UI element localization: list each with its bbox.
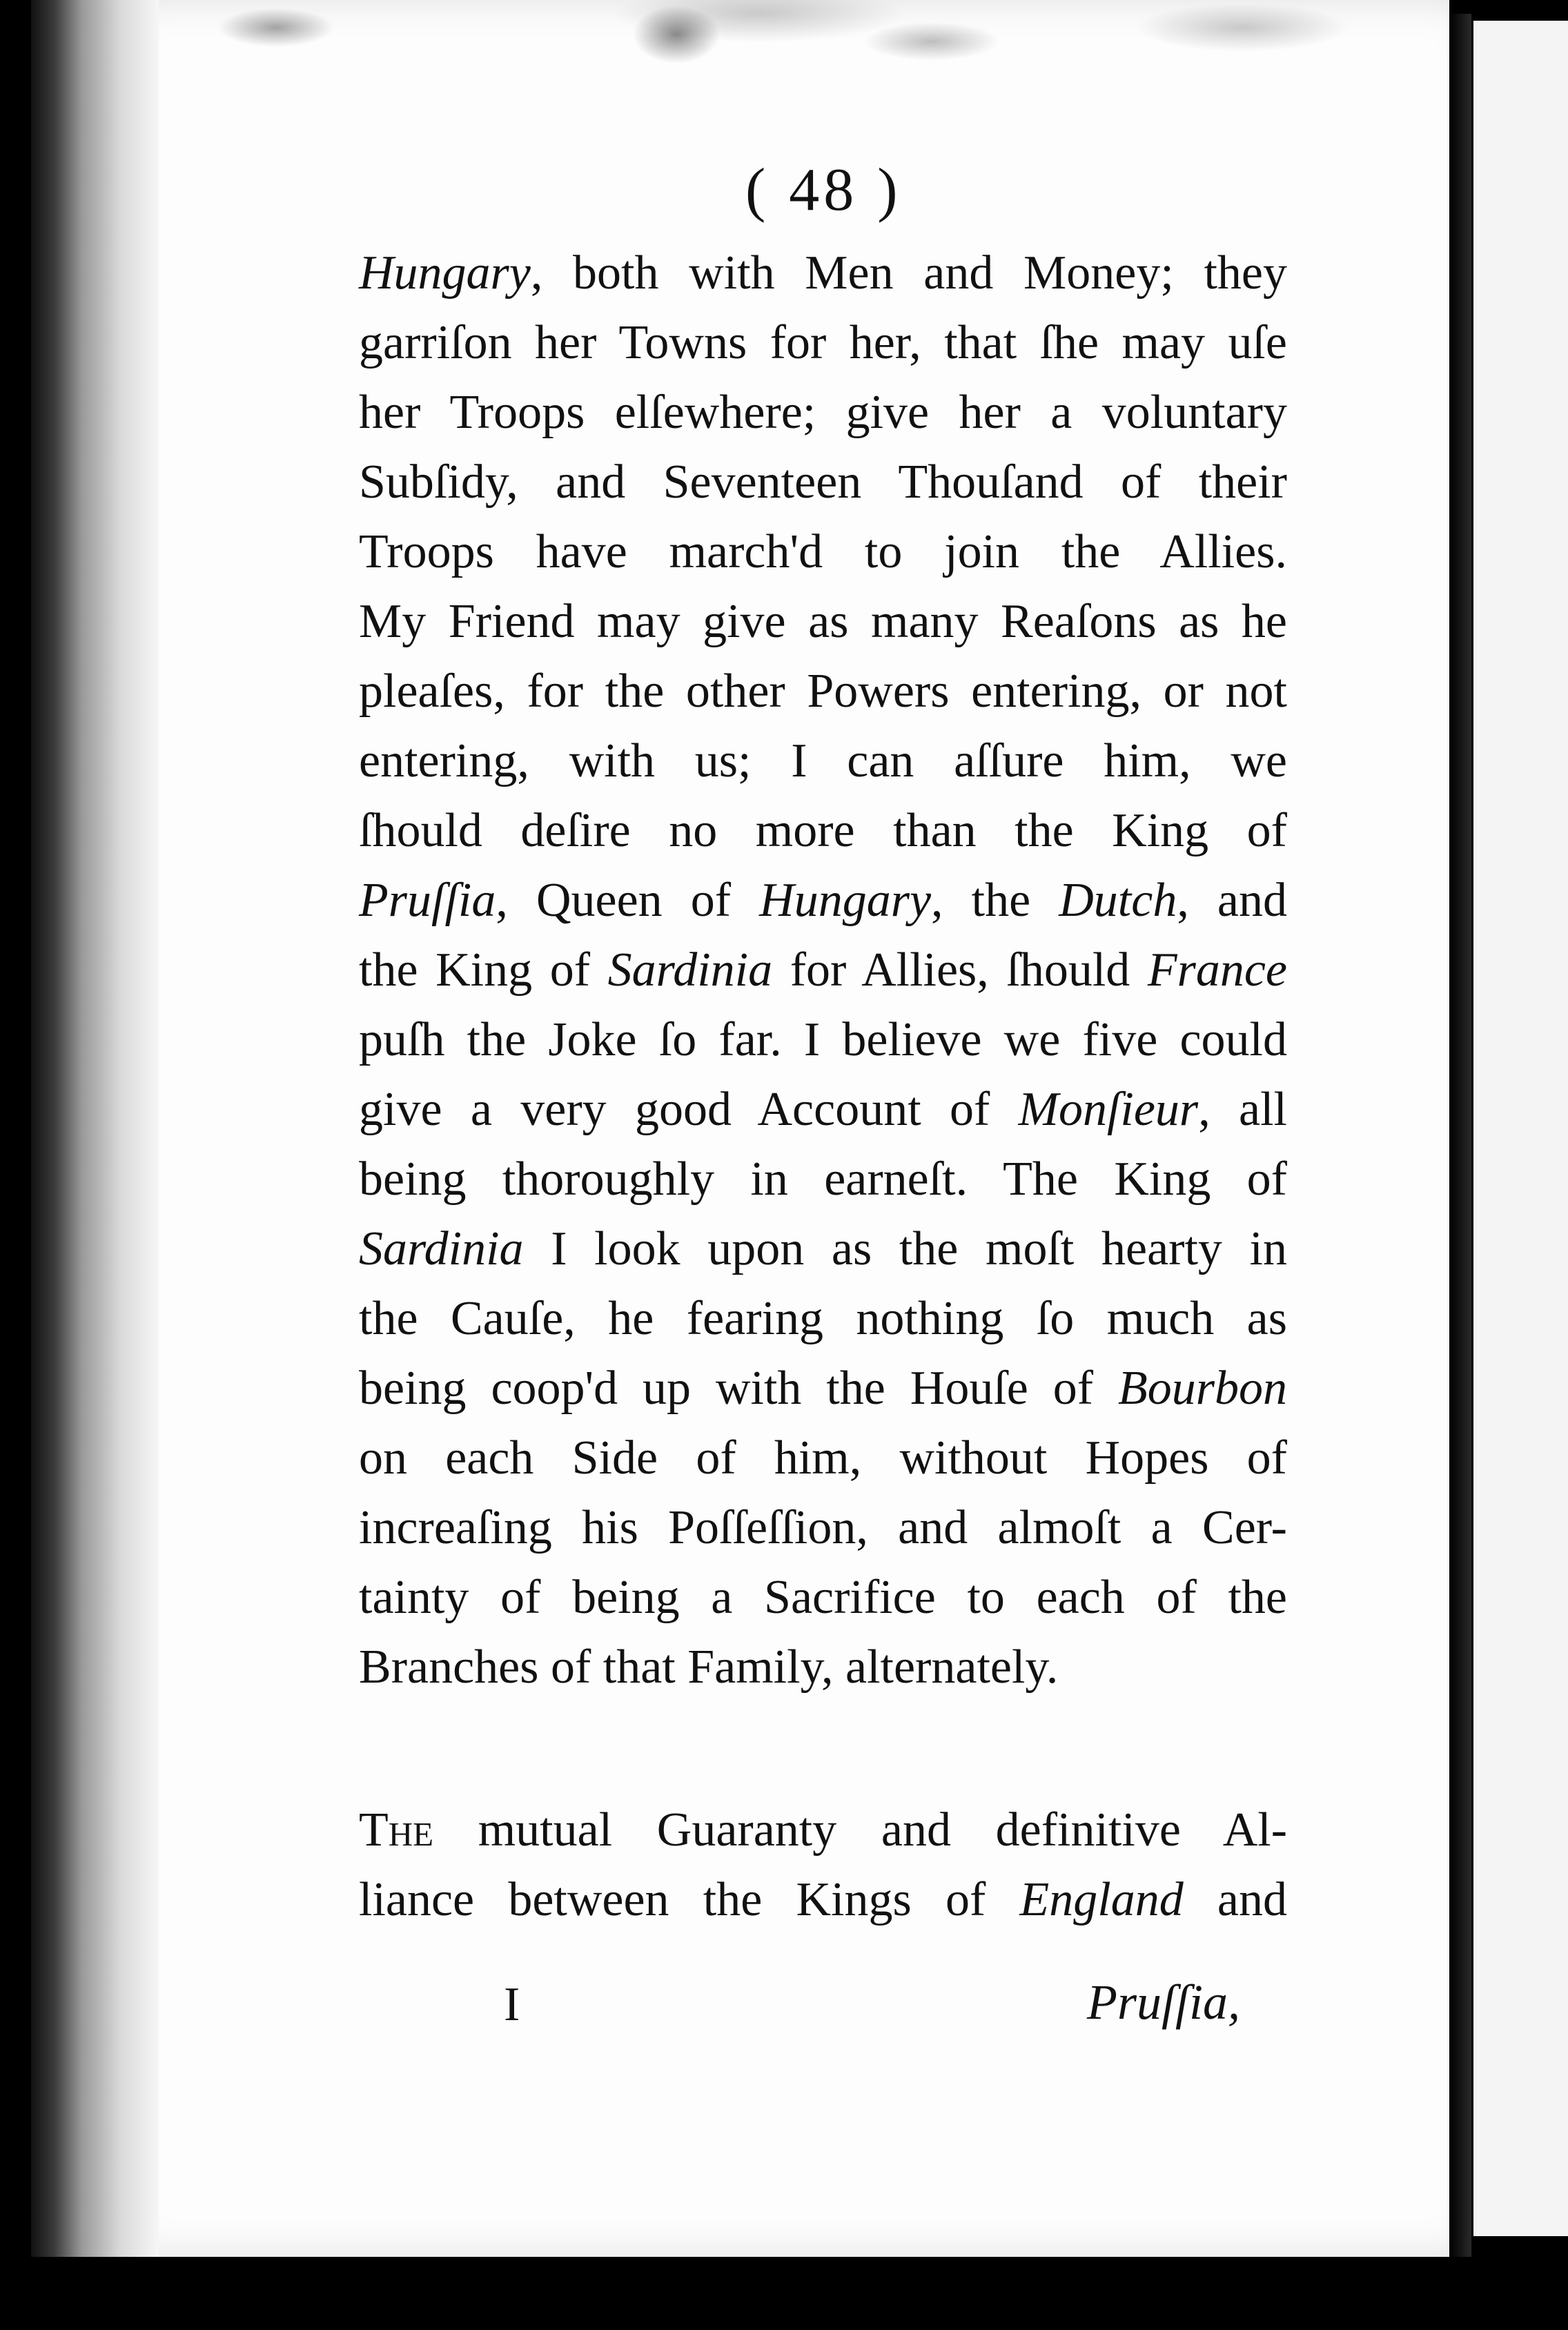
text-line: give a very good Account of Monſieur, all xyxy=(359,1083,1288,1136)
text-line: Branches of that Family, alternately. xyxy=(359,1641,1059,1694)
text-line: ſhould deſire no more than the King of xyxy=(359,804,1287,857)
paragraph-gap xyxy=(359,1702,1287,1795)
text-line: increaſing his Poſſeſſion, and almoſt a Cer- xyxy=(359,1501,1287,1554)
text-line: The mutual Guaranty and definitive Al- xyxy=(359,1803,1287,1857)
text-line: Subſidy, and Seventeen Thouſand of their xyxy=(359,456,1287,509)
signature-mark: I xyxy=(504,1978,520,2031)
text-line: being thoroughly in earneſt. The King of xyxy=(359,1153,1287,1206)
text-line: garriſon her Towns for her, that ſhe may uſe xyxy=(359,316,1287,369)
text-line: Hungary, both with Men and Money; they xyxy=(359,246,1287,300)
text-line: on each Side of him, without Hopes of xyxy=(359,1431,1287,1485)
text-line: My Friend may give as many Reaſons as he xyxy=(359,595,1287,648)
facing-page-edge xyxy=(1449,14,1471,2257)
text-line: Sardinia I look upon as the moſt hearty in xyxy=(359,1222,1287,1275)
text-line: being coop'd up with the Houſe of Bourbon xyxy=(359,1362,1287,1415)
text-line: Troops have march'd to join the Allies. xyxy=(359,525,1287,578)
text-line: liance between the Kings of England and xyxy=(359,1873,1287,1926)
foxing-stain xyxy=(138,0,1435,131)
text-line: her Troops elſewhere; give her a voluntary xyxy=(359,386,1287,439)
text-line: tainty of being a Sacrifice to each of the xyxy=(359,1571,1287,1624)
text-line: the King of Sardinia for Allies, ſhould France xyxy=(359,943,1287,997)
text-line: entering, with us; I can aſſure him, we xyxy=(359,734,1287,787)
facing-page xyxy=(1473,21,1568,2236)
page-number: ( 48 ) xyxy=(745,157,902,224)
text-line: the Cauſe, he fearing nothing ſo much as xyxy=(359,1292,1287,1345)
catchword: Pruſſia, xyxy=(1087,1975,1241,2030)
text-line: pleaſes, for the other Powers entering, or not xyxy=(359,665,1287,718)
paragraph-2 xyxy=(359,1795,1287,1935)
paragraph-1 xyxy=(359,238,1287,1702)
text-line: Pruſſia, Queen of Hungary, the Dutch, and xyxy=(359,874,1287,927)
body-text xyxy=(359,238,1287,1935)
text-line: puſh the Joke ſo far. I believe we five could xyxy=(359,1013,1287,1066)
binding-gutter xyxy=(31,0,159,2257)
scan-border-bottom xyxy=(0,2257,1568,2330)
